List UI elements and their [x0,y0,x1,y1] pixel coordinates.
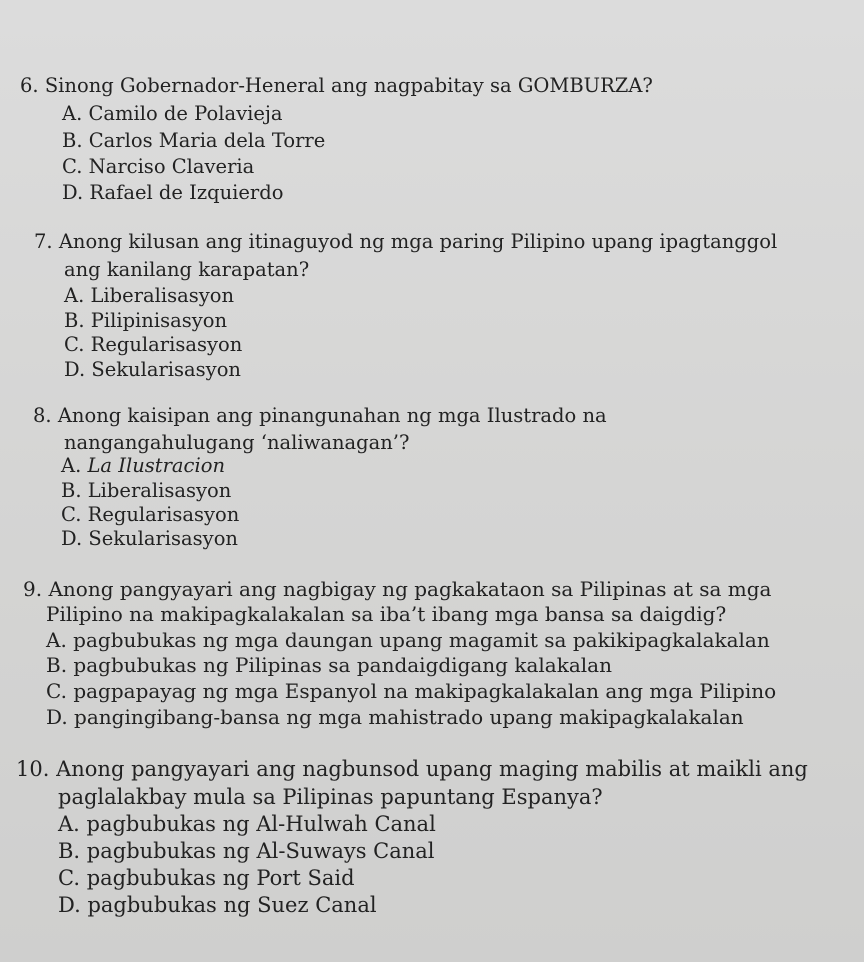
option-c[interactable] [46,678,776,704]
option-a[interactable] [46,627,770,653]
option-text: pagbubukas ng Al-Hulwah Canal [86,812,436,836]
option-b[interactable] [61,478,231,504]
question-9-stem-line-1 [23,576,771,602]
option-text: Sekularisasyon [88,527,238,550]
option-text: Liberalisasyon [87,479,232,502]
option-letter: D. [62,181,84,204]
option-text: pagbubukas ng mga daungan upang magamit sa pakikipagkalakalan [73,628,770,652]
question-number: 7. [34,230,53,253]
option-a[interactable] [64,283,234,309]
question-text: Anong kaisipan ang pinangunahan ng mga Ilustrado na [57,404,607,427]
option-letter: B. [64,309,85,332]
option-text: Sekularisasyon [91,358,241,381]
option-letter: A. [58,812,80,836]
option-b[interactable] [64,308,227,334]
question-text: Anong pangyayari ang nagbunsod upang maging mabilis at maikli ang [56,757,808,781]
option-letter: D. [64,358,86,381]
option-text: pagpapayag ng mga Espanyol na makipagkalakalan ang mga Pilipino [73,679,777,703]
option-text: pagbubukas ng Port Said [86,866,355,890]
option-d[interactable] [46,704,744,730]
option-d[interactable] [58,892,377,918]
option-text: Rafael de Izquierdo [89,181,284,204]
option-text: Liberalisasyon [90,284,235,307]
option-b[interactable] [58,838,435,864]
option-letter: A. [64,284,85,307]
option-letter: B. [62,129,83,152]
option-letter: A. [62,102,83,125]
option-letter: C. [64,333,85,356]
option-d[interactable] [62,180,283,206]
option-letter: C. [58,866,80,890]
option-text: La Ilustracion [87,454,226,477]
option-c[interactable] [62,154,254,180]
option-text: Narciso Claveria [88,155,255,178]
question-number: 6. [20,74,39,97]
option-c[interactable] [61,502,239,528]
option-a[interactable] [62,101,283,127]
question-7-stem-line-1 [34,229,777,255]
question-text: Anong pangyayari ang nagbigay ng pagkakataon sa Pilipinas at sa mga [48,577,772,601]
option-a[interactable] [61,453,225,479]
question-10-stem-line-1 [16,756,808,782]
option-text: pangingibang-bansa ng mga mahistrado upang makipagkalakalan [74,705,744,729]
option-letter: A. [61,454,82,477]
option-letter: B. [61,479,82,502]
question-text: Sinong Gobernador-Heneral ang nagpabitay sa GOMBURZA? [44,74,653,97]
option-c[interactable] [64,332,242,358]
option-letter: C. [61,503,82,526]
question-9-stem-line-2: Pilipino na makipagkalakalan sa iba’t ibang mga bansa sa daigdig? [46,602,727,626]
option-letter: B. [58,839,81,863]
question-10-stem-line-2: paglalakbay mula sa Pilipinas papuntang Espanya? [58,785,603,809]
option-text: Regularisasyon [87,503,240,526]
option-c[interactable] [58,865,355,891]
option-text: Carlos Maria dela Torre [88,129,326,152]
question-6-stem [20,73,653,99]
question-number: 10. [16,757,50,781]
option-letter: D. [61,527,83,550]
option-text: Regularisasyon [90,333,243,356]
option-text: pagbubukas ng Suez Canal [87,893,377,917]
option-text: pagbubukas ng Pilipinas sa pandaigdigang kalakalan [73,653,612,677]
option-b[interactable] [62,128,325,154]
question-8-stem-line-2: nangangahulugang ‘naliwanagan’? [64,431,410,454]
option-letter: B. [46,653,68,677]
question-number: 9. [23,577,43,601]
option-letter: D. [58,893,81,917]
option-d[interactable] [61,526,238,552]
option-a[interactable] [58,811,436,837]
question-8-stem-line-1 [33,403,607,429]
option-text: pagbubukas ng Al-Suways Canal [86,839,435,863]
option-letter: C. [62,155,83,178]
option-text: Camilo de Polavieja [88,102,283,125]
option-letter: D. [46,705,68,729]
question-text: Anong kilusan ang itinaguyod ng mga paring Pilipino upang ipagtanggol [58,230,778,253]
option-d[interactable] [64,357,241,383]
option-letter: C. [46,679,67,703]
option-letter: A. [46,628,67,652]
question-number: 8. [33,404,52,427]
option-text: Pilipinisasyon [90,309,228,332]
option-b[interactable] [46,652,612,678]
question-7-stem-line-2: ang kanilang karapatan? [64,258,310,281]
